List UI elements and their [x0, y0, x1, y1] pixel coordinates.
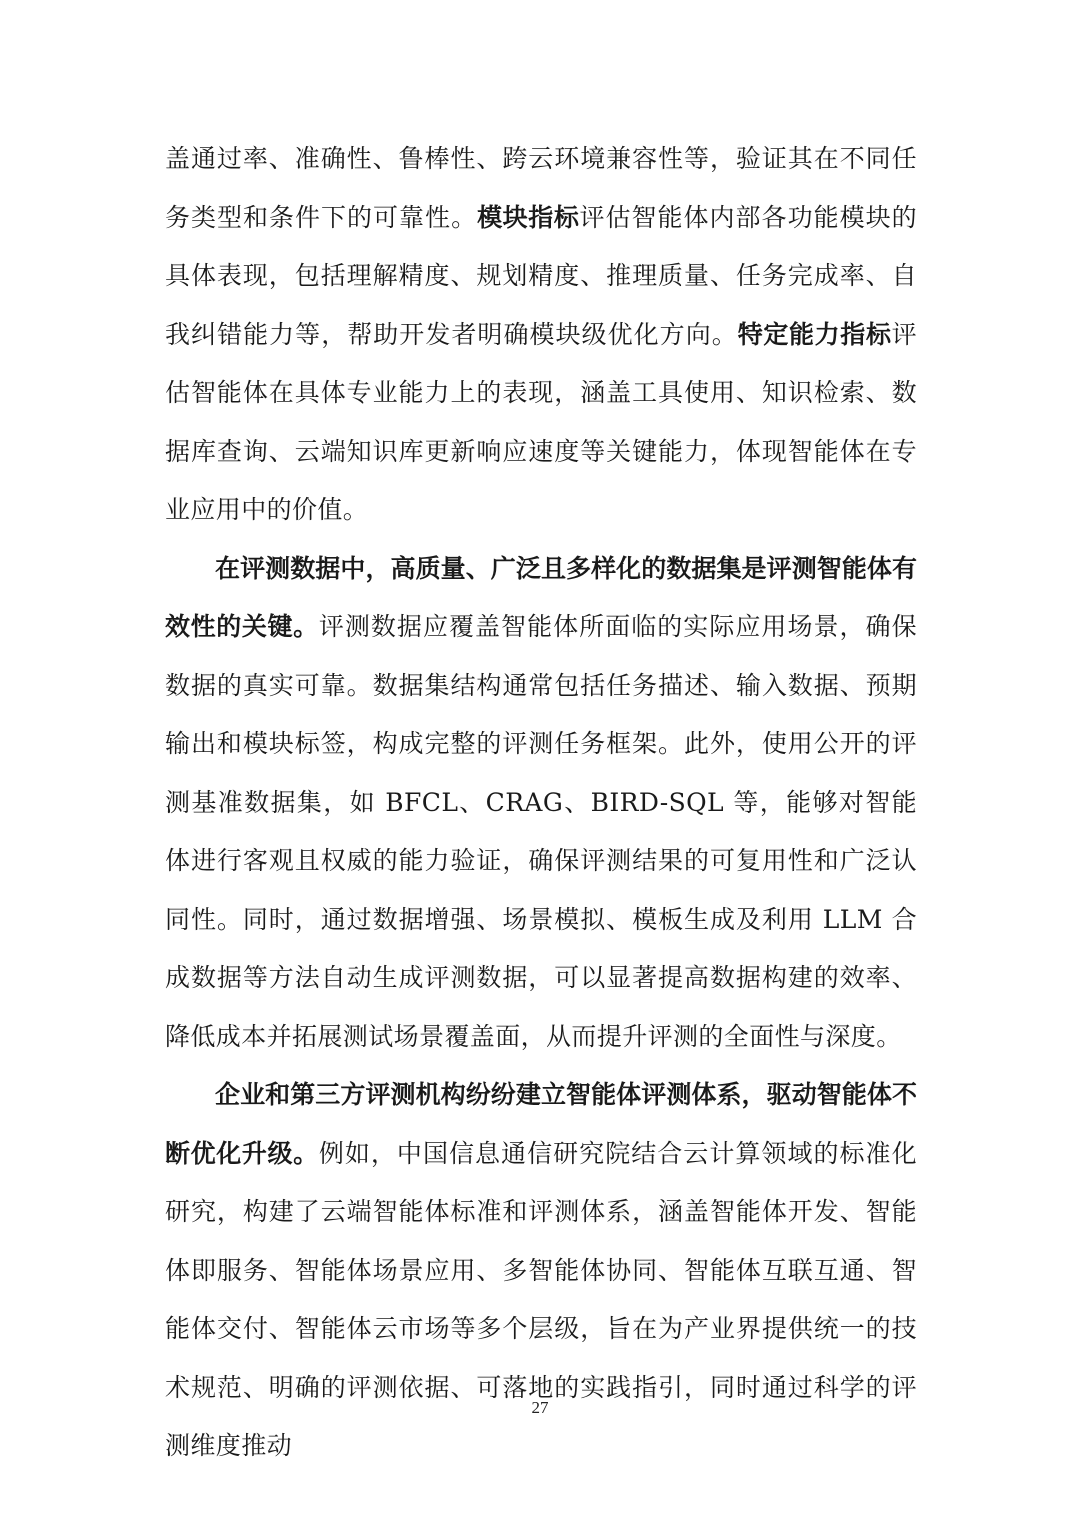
page-number: 27 [531, 1398, 549, 1417]
text-segment: 评估智能体内部各功能模块的具体表现，包括理解精度、规划精度、推理质量、任务完成率、自我纠错能力等，帮助开发者明确模块级优化方向。 [165, 202, 917, 349]
paragraph-2 [165, 540, 917, 1067]
text-segment: 评测数据应覆盖智能体所面临的实际应用场景，确保数据的真实可靠。数据集结构通常包括任务描述、输入数据、预期输出和模块标签，构成完整的评测任务框架。此外，使用公开的评测基准数据集，如 BFCL、CRAG、BIRD-SQL 等，能够对智能体进行客观且权威的能力验证，确保评测结果的可复用性和广泛认同性。同时，通过数据增强、场景模拟、模板生成及利用 LLM 合成数据等方法自动生成评测数据，可以显著提高数据构建的效率、降低成本并拓展测试场景覆盖面，从而提升评测的全面性与深度。 [165, 612, 917, 1051]
bold-lead-sentence: 在评测数据中，高质量、广泛且多样化的数据集是评测智能体有效性的关键。 [165, 553, 917, 641]
text-segment: 例如，中国信息通信研究院结合云计算领域的标准化研究，构建了云端智能体标准和评测体系，涵盖智能体开发、智能体即服务、智能体场景应用、多智能体协同、智能体互联互通、智能体交付、智能体云市场等多个层级，旨在为产业界提供统一的技术规范、明确的评测依据、可落地的实践指引，同时通过科学的评测维度推动 [165, 1138, 917, 1460]
page-body [165, 130, 917, 1476]
bold-lead-sentence: 企业和第三方评测机构纷纷建立智能体评测体系，驱动智能体不断优化升级。 [165, 1080, 917, 1168]
text-segment: 评估智能体在具体专业能力上的表现，涵盖工具使用、知识检索、数据库查询、云端知识库更新响应速度等关键能力，体现智能体在专业应用中的价值。 [165, 319, 917, 524]
text-segment: 盖通过率、准确性、鲁棒性、跨云环境兼容性等，验证其在不同任务类型和条件下的可靠性。 [165, 144, 917, 232]
bold-term-module-metrics: 模块指标 [477, 202, 580, 232]
bold-term-specific-capability-metrics: 特定能力指标 [737, 319, 892, 349]
paragraph-1 [165, 130, 917, 540]
